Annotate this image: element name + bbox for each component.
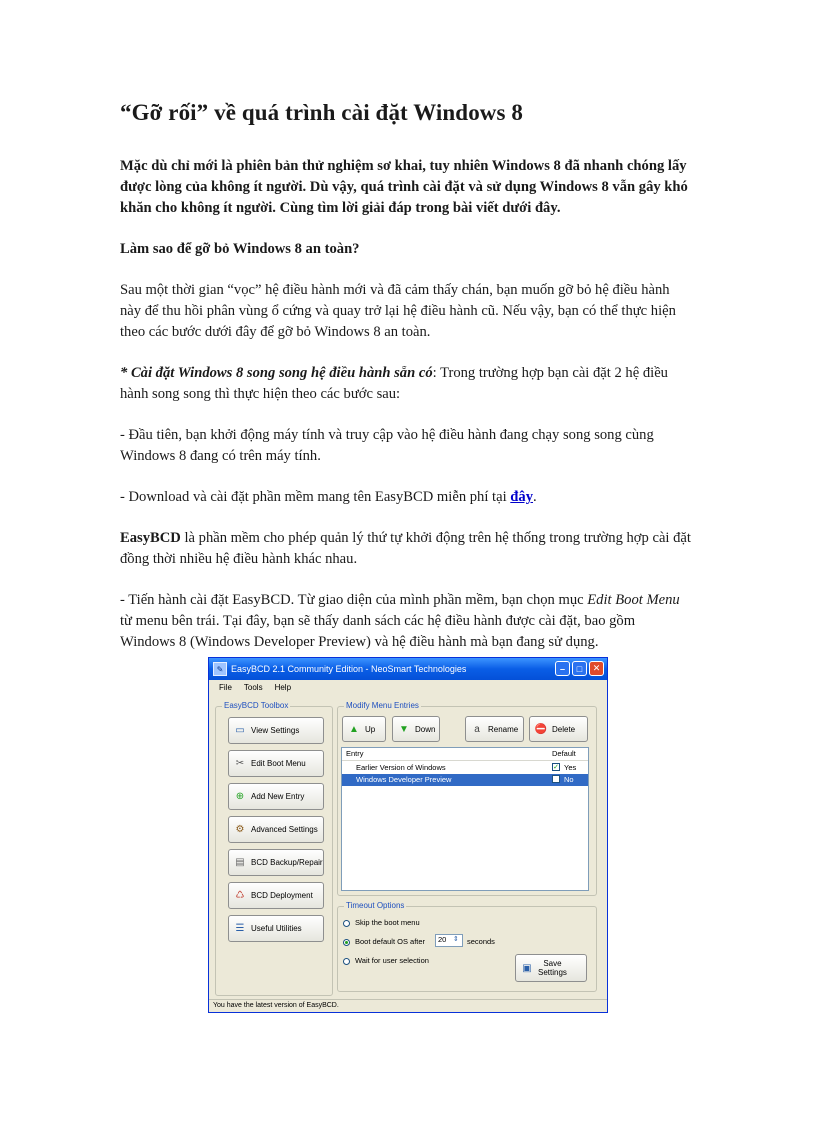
status-bar: You have the latest version of EasyBCD.	[209, 999, 607, 1012]
menu-bar	[209, 680, 607, 694]
download-link[interactable]: đây	[510, 489, 534, 505]
wait-radio[interactable]	[343, 958, 350, 965]
menu-tools[interactable]: Tools	[243, 682, 263, 692]
skip-radio[interactable]	[343, 920, 350, 927]
bcd-backup-button[interactable]	[228, 849, 324, 876]
paragraph-6-emphasis: Edit Boot Menu	[587, 592, 680, 608]
default-checkbox[interactable]: ✓	[553, 764, 559, 771]
bcd-deployment-button[interactable]	[228, 882, 324, 909]
paragraph-6-a: - Tiến hành cài đặt EasyBCD. Từ giao diện của mình phần mềm, bạn chọn mục	[120, 592, 588, 608]
entry-name: Windows Developer Preview	[356, 775, 452, 784]
useful-utilities-label: Useful Utilities	[251, 924, 302, 933]
toolbox-label: EasyBCD Toolbox	[224, 701, 289, 710]
add-new-entry-button[interactable]	[228, 783, 324, 810]
bcd-backup-label: BCD Backup/Repair	[251, 858, 323, 867]
modify-label: Modify Menu Entries	[346, 701, 419, 710]
easybcd-name: EasyBCD	[120, 530, 181, 546]
default-checkbox[interactable]	[552, 775, 560, 783]
lead-paragraph: Mặc dù chỉ mới là phiên bản thử nghiệm sơ khai, tuy nhiên Windows 8 đã nhanh chóng lấy được lòng của không ít người. Dù vậy, quá trình cài đặt và sử dụng Windows 8 vẫn gây khó khăn cho không ít người. Cùng tìm lời giải đáp trong bài viết dưới đây.	[120, 158, 688, 216]
delete-label: Delete	[552, 724, 576, 734]
maximize-icon[interactable]: □	[572, 661, 587, 676]
paragraph-2	[120, 363, 692, 405]
paragraph-6-b: từ menu bên trái. Tại đây, bạn sẽ thấy danh sách các hệ điều hành được cài đặt, bao gồm Windows 8 (Windows Developer Preview) và hệ điều hành mà bạn đang sử dụng.	[120, 613, 636, 650]
up-button[interactable]	[342, 716, 386, 742]
add-icon: ⊕	[235, 791, 245, 802]
default-header: Default	[552, 749, 576, 758]
window-title: EasyBCD 2.1 Community Edition - NeoSmart Technologies	[231, 664, 467, 674]
article-title: “Gỡ rối” về quá trình cài đặt Windows 8	[120, 100, 524, 125]
paragraph-5	[120, 528, 692, 570]
save-label	[538, 959, 567, 977]
close-icon[interactable]: ✕	[589, 661, 604, 676]
article	[120, 100, 692, 673]
paragraph-1: Sau một thời gian “vọc” hệ điều hành mới và đã cảm thấy chán, bạn muốn gỡ bỏ hệ điều hành này để thu hồi phân vùng ổ cứng và quay trở lại hệ điều hành cũ. Nếu vậy, bạn có thể thực hiện theo các bước dưới đây để gỡ bỏ Windows 8 an toàn.	[120, 282, 676, 340]
menu-file[interactable]: File	[219, 682, 232, 692]
minimize-icon[interactable]: –	[555, 661, 570, 676]
seconds-label: seconds	[467, 937, 495, 946]
app-icon: ✎	[213, 662, 227, 676]
list-item[interactable]	[342, 774, 588, 786]
edit-boot-menu-label: Edit Boot Menu	[251, 759, 306, 768]
section-question: Làm sao để gỡ bỏ Windows 8 an toàn?	[120, 241, 360, 257]
paragraph-4-text: - Download và cài đặt phần mềm mang tên EasyBCD miễn phí tại	[120, 489, 511, 505]
timeout-label: Timeout Options	[346, 901, 405, 910]
useful-utilities-button[interactable]	[228, 915, 324, 942]
deployment-icon: ♺	[235, 890, 245, 901]
monitor-icon: ▭	[235, 725, 245, 736]
window-titlebar	[209, 658, 607, 680]
save-icon: ▣	[522, 962, 532, 974]
advanced-settings-label: Advanced Settings	[251, 825, 318, 834]
spinner-icon[interactable]: ⇕	[453, 936, 459, 943]
entry-list[interactable]	[341, 747, 589, 891]
boot-default-label: Boot default OS after	[355, 937, 426, 946]
save-label-line2: Settings	[538, 968, 567, 977]
timeout-seconds-input[interactable]: 20	[435, 934, 463, 947]
entry-default: No	[564, 775, 574, 784]
entry-default: Yes	[564, 763, 577, 772]
add-new-entry-label: Add New Entry	[251, 792, 305, 801]
backup-icon: ▤	[235, 857, 245, 868]
save-label-line1: Save	[543, 959, 562, 968]
bcd-deployment-label: BCD Deployment	[251, 891, 313, 900]
paragraph-2-text: : Trong trường hợp bạn cài đặt 2 hệ điều hành song song thì thực hiện theo các bước sau:	[120, 365, 668, 402]
view-settings-button[interactable]	[228, 717, 324, 744]
edit-boot-menu-button[interactable]	[228, 750, 324, 777]
list-item[interactable]	[342, 762, 588, 774]
wait-label: Wait for user selection	[355, 956, 429, 965]
paragraph-2-emphasis: * Cài đặt Windows 8 song song hệ điều hành sẵn có	[120, 365, 433, 381]
delete-button[interactable]	[529, 716, 588, 742]
rename-label: Rename	[488, 724, 519, 734]
paragraph-4	[120, 487, 692, 508]
rename-button[interactable]	[465, 716, 524, 742]
list-header	[342, 748, 588, 761]
advanced-settings-button[interactable]	[228, 816, 324, 843]
paragraph-6	[120, 590, 692, 653]
menu-help[interactable]: Help	[274, 682, 292, 692]
paragraph-5-text: là phần mềm cho phép quản lý thứ tự khởi động trên hệ thống trong trường hợp cài đặt đồng thời nhiều hệ điều hành khác nhau.	[120, 530, 691, 567]
arrow-down-icon: ▼	[399, 723, 409, 735]
paragraph-3: - Đầu tiên, bạn khởi động máy tính và truy cập vào hệ điều hành đang chạy song song cùng Windows 8 đang có trên máy tính.	[120, 427, 654, 464]
down-button[interactable]	[392, 716, 440, 742]
skip-label: Skip the boot menu	[355, 918, 420, 927]
paragraph-4-end: .	[533, 489, 537, 505]
arrow-up-icon: ▲	[349, 723, 359, 735]
tools-icon: ✂	[235, 758, 245, 769]
view-settings-label: View Settings	[251, 726, 300, 735]
entry-header: Entry	[346, 749, 364, 758]
entry-name: Earlier Version of Windows	[356, 763, 446, 772]
delete-icon: ⛔	[534, 723, 548, 735]
boot-default-radio[interactable]	[343, 939, 350, 946]
up-label: Up	[365, 724, 376, 734]
utilities-icon: ☰	[235, 923, 245, 934]
easybcd-screenshot	[208, 657, 608, 1013]
down-label: Down	[415, 724, 436, 734]
save-settings-button[interactable]	[515, 954, 587, 982]
rename-icon: a	[474, 723, 480, 735]
settings-icon: ⚙	[235, 824, 245, 835]
toolbox-group	[215, 701, 333, 996]
